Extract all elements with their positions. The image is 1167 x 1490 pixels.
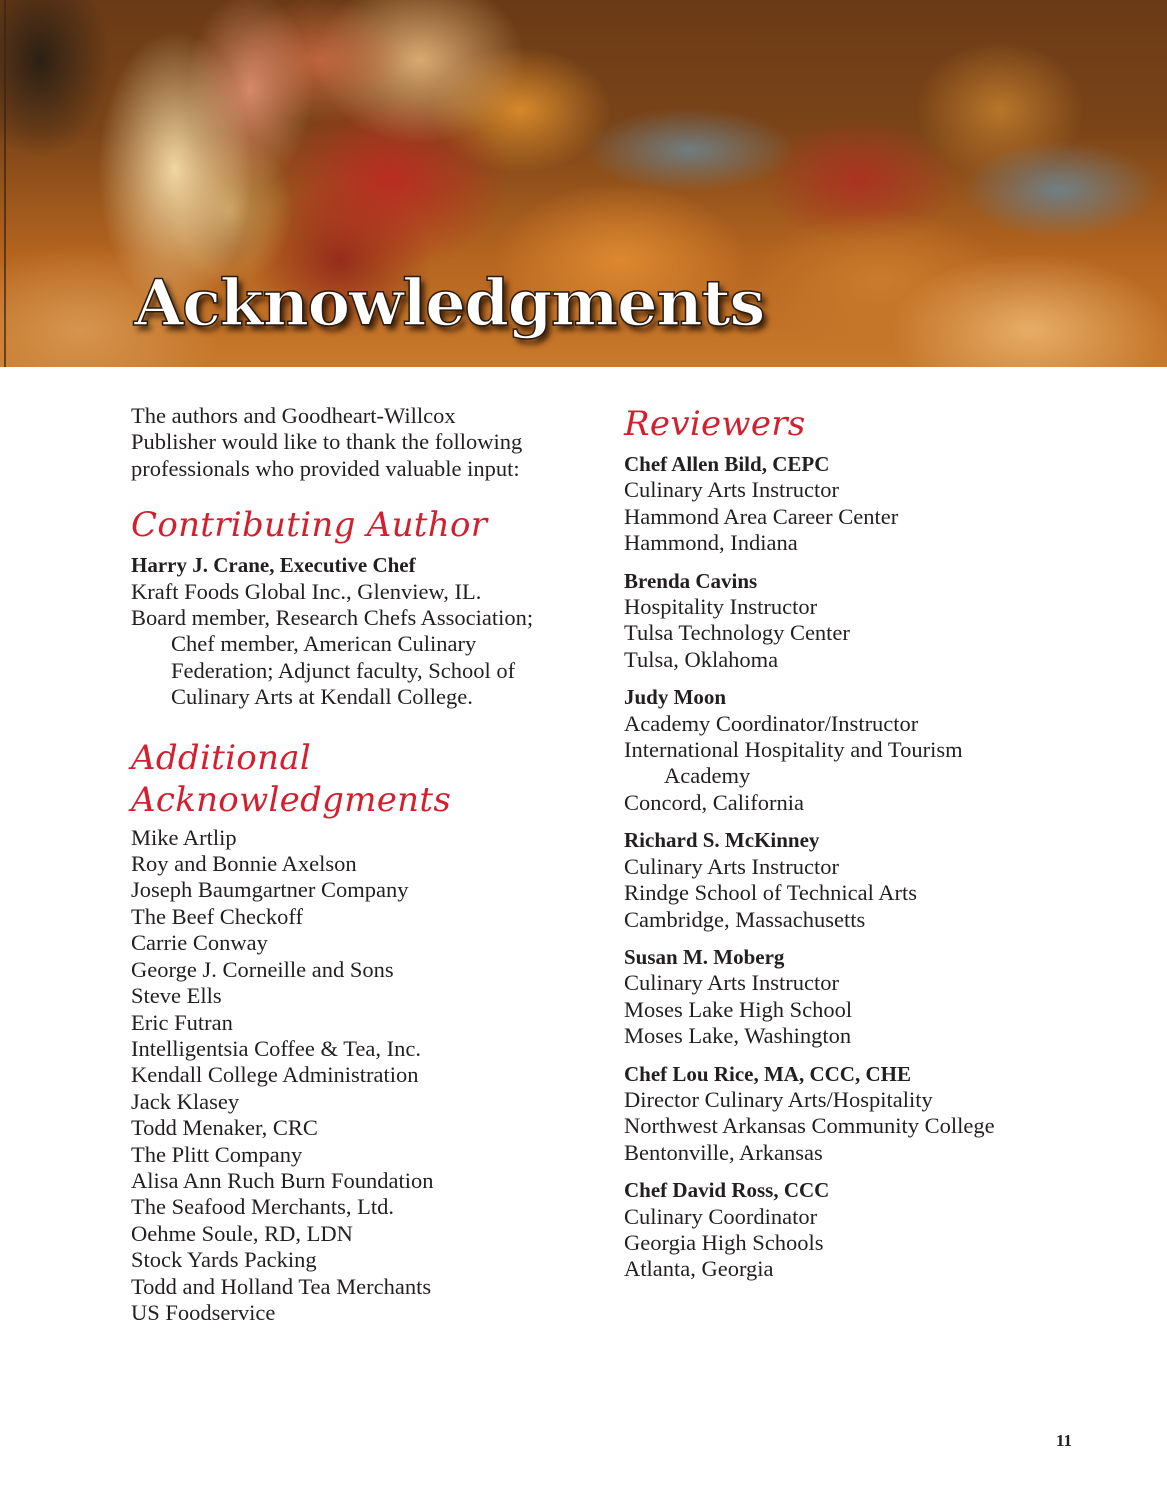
reviewer-line: Concord, California (624, 789, 804, 815)
left-column (131, 403, 581, 1326)
list-item: The Seafood Merchants, Ltd. (131, 1194, 395, 1220)
list-item: Jack Klasey (131, 1088, 240, 1114)
reviewer-line: Hammond Area Career Center (624, 503, 899, 529)
page-title: Acknowledgments (134, 266, 764, 341)
reviewer-entry (624, 684, 1074, 816)
list-item: Mike Artlip (131, 824, 237, 850)
reviewer-line: Culinary Coordinator (624, 1203, 818, 1229)
reviewer-line: Moses Lake, Washington (624, 1023, 852, 1049)
additional-acknowledgments-list (131, 825, 581, 1327)
reviewer-line: Northwest Arkansas Community College (624, 1113, 995, 1139)
reviewer-entry (624, 944, 1074, 1050)
list-item: Todd Menaker, CRC (131, 1115, 318, 1141)
intro-line: Publisher would like to thank the following (131, 429, 523, 455)
list-item: Steve Ells (131, 983, 222, 1009)
contributing-author-heading: Contributing Author (131, 505, 488, 546)
reviewer-line: Culinary Arts Instructor (624, 970, 839, 996)
reviewer-name: Judy Moon (624, 685, 727, 710)
reviewer-line: Bentonville, Arkansas (624, 1139, 823, 1165)
reviewer-entry (624, 827, 1074, 933)
reviewer-name: Chef Allen Bild, CEPC (624, 452, 830, 476)
reviewer-name: Richard S. McKinney (624, 828, 820, 853)
list-item: The Beef Checkoff (131, 903, 304, 929)
page-number: 11 (1056, 1431, 1073, 1450)
contributor-line-indented: Federation; Adjunct faculty, School of (171, 657, 516, 683)
reviewer-entry (624, 568, 1074, 674)
contributing-author-entry (131, 552, 581, 710)
intro-line: professionals who provided valuable input: (131, 455, 520, 481)
list-item: Oehme Soule, RD, LDN (131, 1220, 353, 1246)
contributor-name: Harry J. Crane, Executive Chef (131, 553, 416, 578)
intro-paragraph (131, 403, 581, 482)
reviewer-line: Cambridge, Massachusetts (624, 906, 866, 932)
reviewer-name: Chef David Ross, CCC (624, 1178, 830, 1203)
list-item: The Plitt Company (131, 1141, 303, 1167)
list-item: Todd and Holland Tea Merchants (131, 1273, 432, 1299)
reviewer-line: International Hospitality and Tourism (624, 737, 963, 763)
reviewer-line: Georgia High Schools (624, 1229, 824, 1255)
list-item: Roy and Bonnie Axelson (131, 851, 357, 877)
reviewer-line-indented: Academy (664, 763, 751, 789)
header-banner-photo (0, 0, 1167, 367)
reviewer-entry (624, 1177, 1074, 1283)
list-item: Intelligentsia Coffee & Tea, Inc. (131, 1035, 421, 1061)
intro-line: The authors and Goodheart-Willcox (131, 403, 456, 428)
reviewer-name: Brenda Cavins (624, 568, 758, 593)
contributor-line: Board member, Research Chefs Association; (131, 605, 534, 631)
reviewer-line: Director Culinary Arts/Hospitality (624, 1086, 933, 1112)
reviewer-line: Hospitality Instructor (624, 594, 818, 620)
list-item: George J. Corneille and Sons (131, 956, 394, 982)
reviewers-heading: Reviewers (624, 404, 806, 444)
list-item: Alisa Ann Ruch Burn Foundation (131, 1167, 434, 1193)
reviewer-line: Hammond, Indiana (624, 530, 798, 556)
list-item: Carrie Conway (131, 930, 268, 956)
right-column (624, 403, 1074, 1294)
reviewer-name: Susan M. Moberg (624, 944, 785, 969)
reviewer-line: Rindge School of Technical Arts (624, 880, 917, 906)
reviewer-line: Atlanta, Georgia (624, 1256, 774, 1282)
heading-line: Additional (131, 737, 312, 778)
heading-line: Acknowledgments (131, 779, 452, 820)
reviewer-line: Tulsa Technology Center (624, 620, 850, 646)
banner-edge-rule (4, 0, 6, 367)
reviewer-line: Culinary Arts Instructor (624, 853, 839, 879)
reviewer-line: Culinary Arts Instructor (624, 477, 839, 503)
list-item: Stock Yards Packing (131, 1247, 317, 1273)
list-item: Eric Futran (131, 1009, 233, 1035)
reviewer-line: Academy Coordinator/Instructor (624, 710, 919, 736)
additional-acknowledgments-heading (131, 737, 581, 821)
reviewer-line: Tulsa, Oklahoma (624, 646, 779, 672)
reviewer-name: Chef Lou Rice, MA, CCC, CHE (624, 1061, 911, 1086)
reviewer-line: Moses Lake High School (624, 996, 853, 1022)
list-item: US Foodservice (131, 1299, 276, 1325)
contributor-line-indented: Culinary Arts at Kendall College. (171, 684, 473, 710)
list-item: Kendall College Administration (131, 1062, 419, 1088)
list-item: Joseph Baumgartner Company (131, 877, 409, 903)
reviewer-entry (624, 451, 1074, 557)
reviewer-entry (624, 1061, 1074, 1167)
contributor-line: Kraft Foods Global Inc., Glenview, IL. (131, 578, 482, 604)
contributor-line-indented: Chef member, American Culinary (171, 631, 477, 657)
